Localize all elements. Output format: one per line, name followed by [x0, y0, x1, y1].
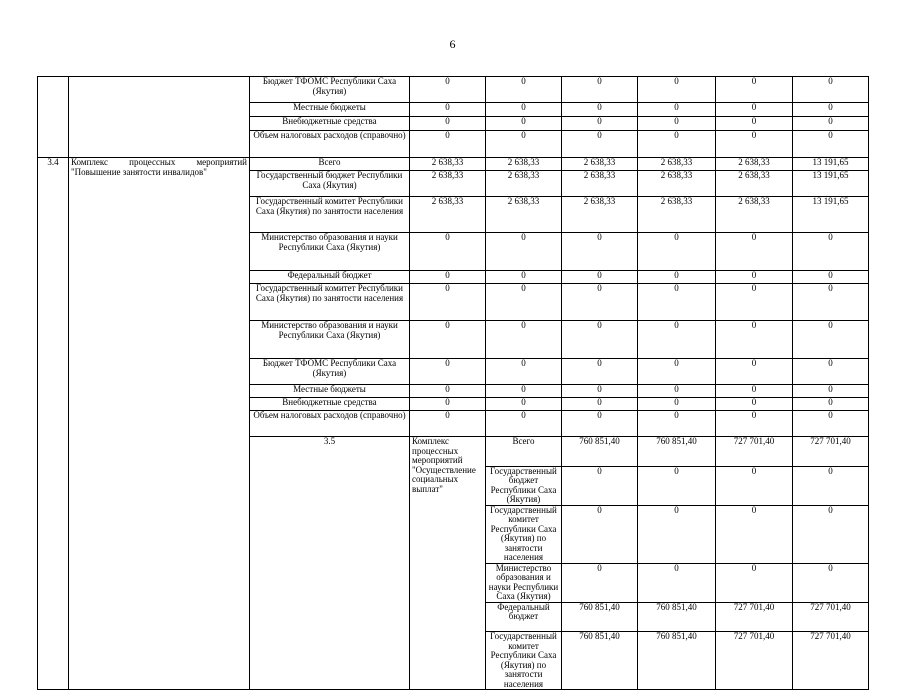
value-cell: 0 [793, 505, 869, 563]
value-cell: 0 [410, 103, 486, 117]
item-title: Комплекс процессных мероприятий "Повышение занятости инвалидов" [69, 158, 250, 690]
value-cell: 0 [486, 131, 562, 158]
value-cell: 0 [486, 271, 562, 284]
value-cell: 0 [562, 284, 638, 321]
value-cell: 0 [562, 398, 638, 411]
value-cell: 0 [486, 233, 562, 271]
value-cell: 0 [410, 271, 486, 284]
value-cell: 0 [562, 131, 638, 158]
value-cell: 0 [716, 271, 793, 284]
value-cell: 0 [410, 117, 486, 131]
value-cell: 0 [410, 77, 486, 103]
value-cell: 0 [486, 359, 562, 385]
value-cell: 727 701,40 [716, 602, 793, 632]
value-cell: 727 701,40 [716, 632, 793, 690]
value-cell: 760 851,40 [562, 632, 638, 690]
value-cell: 0 [793, 359, 869, 385]
value-cell: 0 [793, 398, 869, 411]
funding-source: Местные бюджеты [250, 103, 410, 117]
value-cell: 0 [486, 321, 562, 359]
value-cell: 0 [716, 117, 793, 131]
funding-source: Бюджет ТФОМС Республики Саха (Якутия) [250, 77, 410, 103]
value-cell: 0 [716, 411, 793, 437]
value-cell: 0 [793, 321, 869, 359]
funding-source: Федеральный бюджет [250, 271, 410, 284]
value-cell: 0 [410, 359, 486, 385]
value-cell: 0 [716, 103, 793, 117]
value-cell: 13 191,65 [793, 197, 869, 233]
value-cell: 2 638,33 [410, 197, 486, 233]
item-number: 3.4 [38, 158, 69, 690]
value-cell: 0 [638, 271, 716, 284]
value-cell: 0 [793, 77, 869, 103]
value-cell: 0 [410, 398, 486, 411]
value-cell: 0 [793, 385, 869, 398]
value-cell: 2 638,33 [716, 158, 793, 171]
item-title: Комплекс процессных мероприятий "Осуществление социальных выплат" [410, 437, 486, 690]
funding-source: Государственный комитет Республики Саха (Якутия) по занятости населения [486, 632, 562, 690]
value-cell: 727 701,40 [793, 632, 869, 690]
value-cell: 0 [716, 284, 793, 321]
funding-source: Внебюджетные средства [250, 398, 410, 411]
value-cell: 0 [410, 411, 486, 437]
value-cell: 0 [486, 385, 562, 398]
value-cell: 0 [793, 411, 869, 437]
value-cell: 13 191,65 [793, 171, 869, 197]
value-cell: 13 191,65 [793, 158, 869, 171]
value-cell: 2 638,33 [716, 171, 793, 197]
funding-source: Внебюджетные средства [250, 117, 410, 131]
value-cell: 0 [638, 385, 716, 398]
value-cell: 760 851,40 [638, 437, 716, 467]
value-cell: 0 [486, 77, 562, 103]
value-cell: 0 [410, 131, 486, 158]
funding-source: Федеральный бюджет [486, 602, 562, 632]
funding-source: Бюджет ТФОМС Республики Саха (Якутия) [250, 359, 410, 385]
value-cell: 0 [562, 103, 638, 117]
value-cell: 0 [562, 233, 638, 271]
value-cell: 2 638,33 [562, 171, 638, 197]
value-cell: 0 [793, 271, 869, 284]
value-cell: 0 [638, 77, 716, 103]
value-cell: 0 [486, 103, 562, 117]
value-cell: 727 701,40 [716, 437, 793, 467]
funding-source: Объем налоговых расходов (справочно) [250, 411, 410, 437]
value-cell: 0 [562, 359, 638, 385]
value-cell: 2 638,33 [562, 158, 638, 171]
value-cell: 760 851,40 [638, 632, 716, 690]
table-row [38, 77, 869, 103]
value-cell: 0 [638, 321, 716, 359]
value-cell: 0 [638, 233, 716, 271]
value-cell: 0 [486, 117, 562, 131]
funding-source: Министерство образования и науки Республики Саха (Якутия) [250, 321, 410, 359]
value-cell: 2 638,33 [486, 197, 562, 233]
item-number: 3.5 [250, 437, 410, 690]
value-cell: 0 [410, 233, 486, 271]
value-cell: 0 [486, 284, 562, 321]
value-cell: 0 [562, 505, 638, 563]
value-cell: 0 [793, 233, 869, 271]
funding-source: Государственный комитет Республики Саха (Якутия) по занятости населения [486, 505, 562, 563]
value-cell: 0 [793, 466, 869, 505]
value-cell: 2 638,33 [410, 158, 486, 171]
value-cell: 2 638,33 [486, 171, 562, 197]
value-cell: 0 [716, 385, 793, 398]
value-cell: 0 [793, 117, 869, 131]
value-cell: 0 [716, 563, 793, 602]
value-cell: 0 [562, 563, 638, 602]
value-cell: 0 [638, 103, 716, 117]
funding-source: Местные бюджеты [250, 385, 410, 398]
value-cell: 0 [638, 359, 716, 385]
page-number: 6 [449, 37, 456, 51]
value-cell: 0 [716, 398, 793, 411]
value-cell: 0 [638, 131, 716, 158]
table-row [38, 158, 869, 171]
funding-source: Объем налоговых расходов (справочно) [250, 131, 410, 158]
value-cell: 0 [562, 411, 638, 437]
value-cell: 2 638,33 [716, 197, 793, 233]
value-cell: 0 [716, 321, 793, 359]
value-cell: 0 [486, 398, 562, 411]
value-cell: 2 638,33 [638, 158, 716, 171]
value-cell: 0 [638, 505, 716, 563]
funding-source: Министерство образования и науки Республики Саха (Якутия) [250, 233, 410, 271]
value-cell: 0 [562, 466, 638, 505]
value-cell: 760 851,40 [638, 602, 716, 632]
value-cell: 0 [410, 385, 486, 398]
value-cell: 0 [410, 321, 486, 359]
funding-source: Государственный бюджет Республики Саха (Якутия) [250, 171, 410, 197]
value-cell: 0 [486, 411, 562, 437]
value-cell: 2 638,33 [410, 171, 486, 197]
value-cell: 0 [638, 398, 716, 411]
value-cell: 0 [716, 505, 793, 563]
value-cell: 0 [562, 77, 638, 103]
funding-source: Государственный комитет Республики Саха (Якутия) по занятости населения [250, 197, 410, 233]
budget-table [37, 76, 869, 690]
value-cell: 760 851,40 [562, 602, 638, 632]
value-cell: 0 [793, 563, 869, 602]
value-cell: 0 [793, 284, 869, 321]
value-cell: 0 [716, 77, 793, 103]
item-title-cell [69, 77, 250, 158]
value-cell: 0 [638, 563, 716, 602]
value-cell: 0 [562, 321, 638, 359]
value-cell: 0 [410, 284, 486, 321]
value-cell: 0 [793, 103, 869, 117]
value-cell: 0 [793, 131, 869, 158]
value-cell: 0 [638, 411, 716, 437]
value-cell: 2 638,33 [638, 171, 716, 197]
value-cell: 0 [716, 233, 793, 271]
value-cell: 0 [716, 131, 793, 158]
funding-source: Государственный бюджет Республики Саха (Якутия) [486, 466, 562, 505]
value-cell: 0 [562, 271, 638, 284]
funding-source: Всего [250, 158, 410, 171]
value-cell: 0 [562, 385, 638, 398]
value-cell: 0 [638, 466, 716, 505]
value-cell: 0 [638, 117, 716, 131]
value-cell: 0 [716, 466, 793, 505]
item-number-cell [38, 77, 69, 158]
funding-source: Государственный комитет Республики Саха (Якутия) по занятости населения [250, 284, 410, 321]
value-cell: 0 [562, 117, 638, 131]
value-cell: 727 701,40 [793, 602, 869, 632]
value-cell: 2 638,33 [562, 197, 638, 233]
value-cell: 2 638,33 [638, 197, 716, 233]
value-cell: 0 [716, 359, 793, 385]
funding-source: Министерство образования и науки Республики Саха (Якутия) [486, 563, 562, 602]
funding-source: Всего [486, 437, 562, 467]
value-cell: 760 851,40 [562, 437, 638, 467]
value-cell: 727 701,40 [793, 437, 869, 467]
value-cell: 0 [638, 284, 716, 321]
value-cell: 2 638,33 [486, 158, 562, 171]
